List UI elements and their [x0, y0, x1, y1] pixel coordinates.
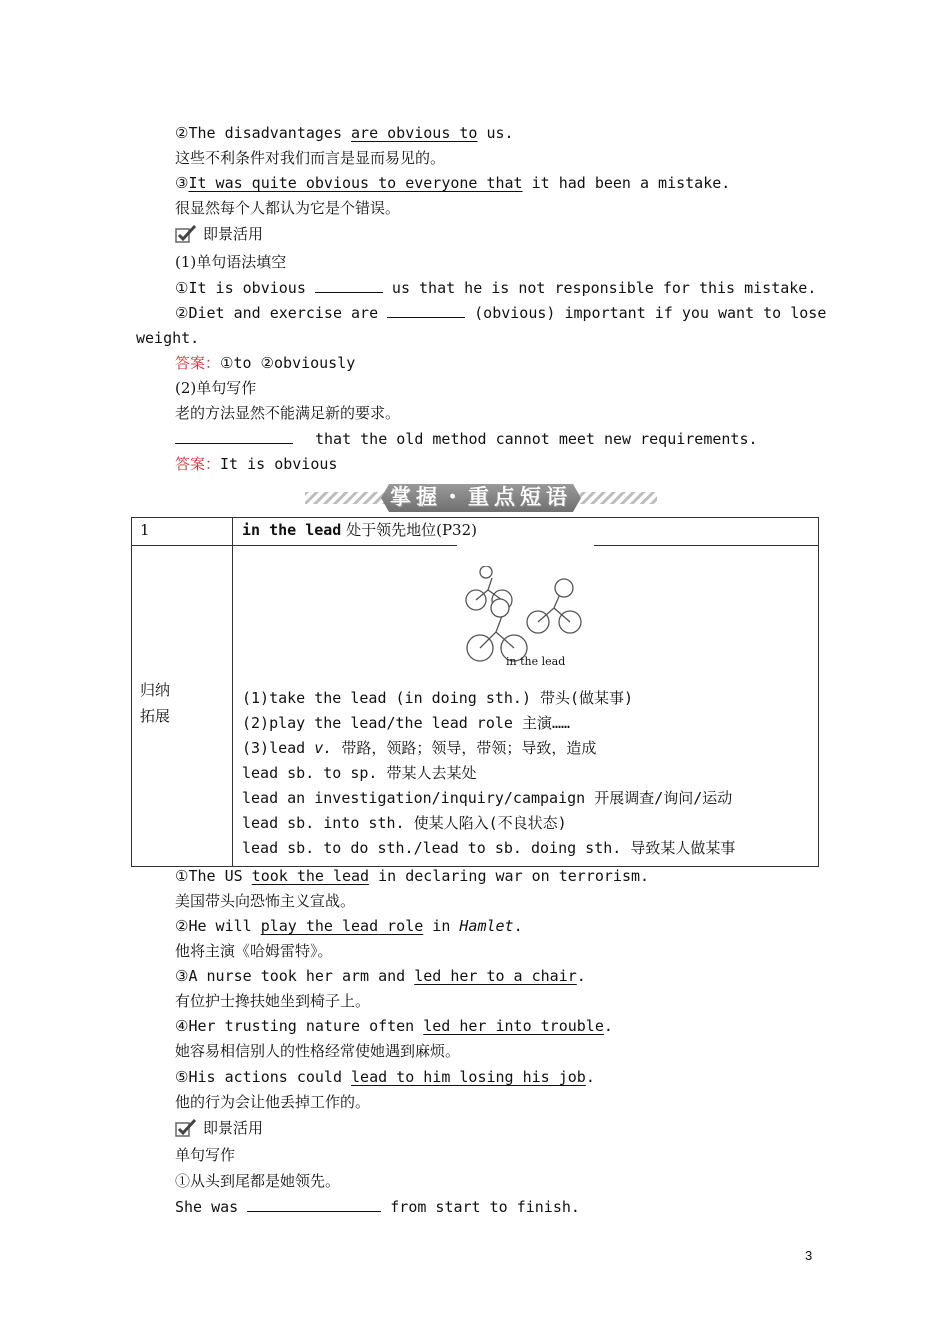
- example-4: [175, 1015, 613, 1037]
- question-2: [175, 302, 826, 324]
- phrase-number: 1: [140, 521, 150, 539]
- expansion-item: (1)take the lead (in doing sth.) 带头(做某事): [242, 689, 634, 707]
- text: (obvious) important if you want to lose: [465, 304, 827, 322]
- text: in declaring war on terrorism.: [369, 867, 650, 885]
- example-sentence-3: [175, 172, 730, 194]
- answer-2: [175, 453, 337, 475]
- answer-blank[interactable]: [247, 1197, 381, 1212]
- answer-label: 答案：: [175, 354, 221, 372]
- phrase: in the lead: [242, 521, 342, 539]
- example-sentence-2: [175, 122, 514, 144]
- text: (3)lead: [242, 739, 315, 757]
- text: .: [576, 967, 586, 985]
- text: ⑤His actions could: [175, 1068, 352, 1086]
- underlined-phrase: are obvious to: [351, 124, 478, 142]
- text: from start to finish.: [381, 1198, 580, 1216]
- answer-label: 答案：: [175, 455, 221, 473]
- writing-1-cn: ①从头到尾都是她领先。: [175, 1172, 341, 1190]
- underlined-phrase: took the lead: [251, 867, 370, 885]
- text: .: [603, 1017, 613, 1035]
- example-3: [175, 965, 586, 987]
- illustration-caption: in the lead: [506, 655, 566, 668]
- practice-label: 即景活用: [203, 1119, 264, 1137]
- phrase-heading: [242, 518, 477, 543]
- text: .: [513, 917, 523, 935]
- underlined-phrase: play the lead role: [260, 917, 424, 935]
- text: ③: [175, 174, 189, 192]
- answer-1: [175, 352, 355, 374]
- example-translation-3: 很显然每个人都认为它是个错误。: [175, 199, 401, 217]
- category-label: [140, 677, 170, 729]
- expansion-item: (2)play the lead/the lead role 主演……: [242, 714, 571, 732]
- text: ①It is obvious: [175, 279, 315, 297]
- example-2: [175, 915, 523, 937]
- part-of-speech: v.: [314, 739, 333, 757]
- text: ③A nurse took her arm and: [175, 967, 415, 985]
- underlined-phrase: led her to a chair: [414, 967, 577, 985]
- category-line: 拓展: [140, 707, 171, 725]
- example-2-cn: 他将主演《哈姆雷特》。: [175, 942, 333, 960]
- phrase-table: [131, 517, 819, 867]
- text: that the old method cannot meet new requirements.: [315, 430, 758, 448]
- question-1: [175, 277, 816, 299]
- answer-text: It is obvious: [220, 455, 338, 473]
- example-1: [175, 865, 649, 887]
- underlined-phrase: It was quite obvious to everyone that: [188, 174, 523, 192]
- example-3-cn: 有位护士搀扶她坐到椅子上。: [175, 992, 371, 1010]
- expansion-item: lead an investigation/inquiry/campaign 开展调查/询问/运动: [242, 789, 733, 807]
- example-1-cn: 美国带头向恐怖主义宣战。: [175, 892, 356, 910]
- example-5-cn: 他的行为会让他丢掉工作的。: [175, 1093, 371, 1111]
- text: ①The US: [175, 867, 252, 885]
- section-banner: [305, 482, 657, 514]
- check-note-icon: [175, 1118, 197, 1138]
- text: ④Her trusting nature often: [175, 1017, 424, 1035]
- practice-heading-2: [175, 1117, 263, 1139]
- writing-1: [175, 1196, 580, 1218]
- text: ②The disadvantages: [175, 124, 352, 142]
- page-number: 3: [805, 1248, 813, 1263]
- question-3: [175, 428, 758, 450]
- example-4-cn: 她容易相信别人的性格经常使她遇到麻烦。: [175, 1042, 461, 1060]
- question-2-continued: weight.: [136, 329, 200, 347]
- underlined-phrase: led her into trouble: [423, 1017, 604, 1035]
- text: ②Diet and exercise are: [175, 304, 388, 322]
- expansion-item: lead sb. to sp. 带某人去某处: [242, 764, 477, 782]
- part2-title: (2)单句写作: [175, 379, 257, 397]
- text: us.: [477, 124, 514, 142]
- italic-title: Hamlet: [459, 917, 514, 935]
- underlined-phrase: lead to him losing his job: [351, 1068, 586, 1086]
- text: ②He will: [175, 917, 261, 935]
- answer-blank[interactable]: [175, 429, 293, 444]
- check-note-icon: [175, 224, 197, 244]
- part1-title: (1)单句语法填空: [175, 253, 287, 271]
- answer-text: ①to ②obviously: [220, 354, 356, 372]
- answer-blank[interactable]: [315, 278, 383, 293]
- text: it had been a mistake.: [522, 174, 731, 192]
- text: us that he is not responsible for this mistake.: [382, 279, 817, 297]
- expansion-list: [242, 686, 735, 861]
- text: .: [585, 1068, 595, 1086]
- phrase-meaning: 处于领先地位(P32): [341, 521, 477, 539]
- expansion-item: lead sb. to do sth./lead to sb. doing sth. 导致某人做某事: [242, 839, 736, 857]
- question-3-cn: 老的方法显然不能满足新的要求。: [175, 404, 401, 422]
- answer-blank[interactable]: [387, 303, 465, 318]
- text: She was: [175, 1198, 248, 1216]
- example-5: [175, 1066, 595, 1088]
- practice-label: 即景活用: [203, 225, 264, 243]
- text: 带路，领路；领导，带领；导致，造成: [332, 739, 597, 757]
- expansion-item: [242, 736, 735, 761]
- expansion-item: lead sb. into sth. 使某人陷入(不良状态): [242, 814, 567, 832]
- writing-title: 单句写作: [175, 1146, 236, 1164]
- banner-title: 掌握・重点短语: [390, 485, 572, 509]
- category-line: 归纳: [140, 681, 171, 699]
- text: in: [423, 917, 460, 935]
- example-translation-2: 这些不利条件对我们而言是显而易见的。: [175, 149, 446, 167]
- practice-heading: [175, 223, 263, 245]
